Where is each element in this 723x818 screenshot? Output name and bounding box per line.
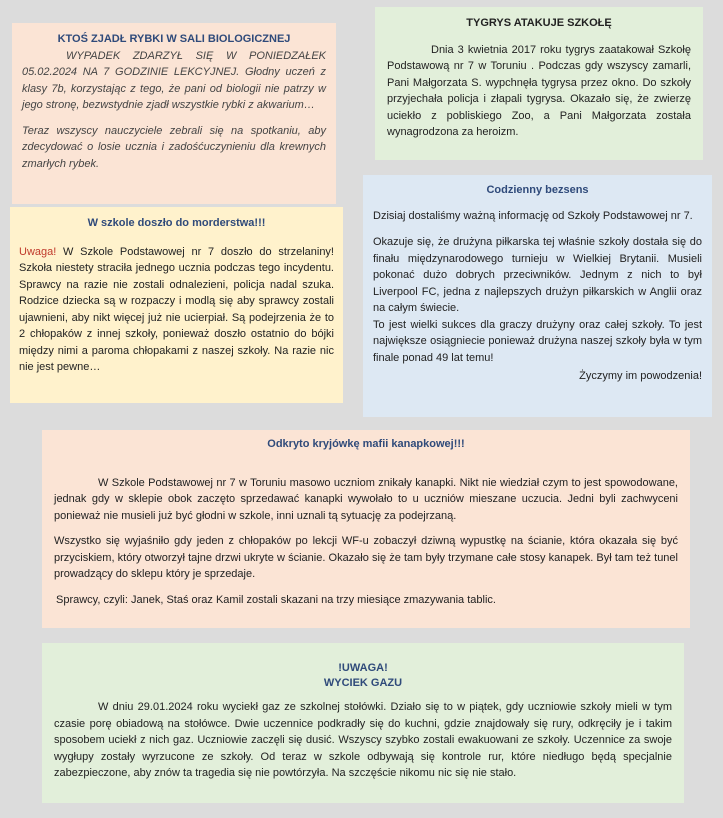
article-tiger-attack-body: Dnia 3 kwietnia 2017 roku tygrys zaatakował Szkołę Podstawową nr 7 w Toruniu . Podczas gdy wszyscy zamarli, Pani Małgorzata S. wypchnęła tygrysa przez okno. Do szkoły przyjechała policja i złapali tygrysa. Okazało się, że zwierzę uciekło z pobliskiego Zoo, a Pani Małgorzata została wynagrodzona za heroizm.	[387, 43, 691, 138]
article-daily-nonsense	[363, 175, 712, 417]
article-daily-nonsense-body: Okazuje się, że drużyna piłkarska tej właśnie szkoły dostała się do finału międzynarodowego turnieju w Wielkiej Brytanii. Musieli pokonać dużo dobrych przeciwników. Jednym z nich to był Liverpool FC, jedna z najlepszych drużyn piłkarskich w Anglii oraz na całym świecie.	[373, 236, 702, 314]
article-murder-body	[19, 244, 334, 376]
article-murder	[10, 207, 343, 403]
article-fish-eaten-title: KTOŚ ZJADŁ RYBKI W SALI BIOLOGICZNEJ	[57, 33, 291, 45]
article-daily-nonsense-intro: Dzisiaj dostaliśmy ważną informację od Szkoły Podstawowej nr 7.	[373, 209, 693, 222]
article-gas-leak-title	[54, 661, 672, 691]
article-sandwich-mafia	[42, 430, 690, 628]
article-sandwich-mafia-title: Odkryto kryjówkę mafii kanapkowej!!!	[267, 438, 465, 450]
alert-label: Uwaga!	[19, 245, 57, 258]
article-daily-nonsense-success: To jest wielki sukces dla graczy drużyny oraz całej szkoły. To jest największe osiągniecie ponieważ drużyna naszej szkoły była w tym finale ponad 49 lat temu!	[373, 318, 702, 364]
article-fish-eaten-body: WYPADEK ZDARZYŁ SIĘ W PONIEDZAŁEK 05.02.2024 NA 7 GODZINIE LEKCYJNEJ. Głodny uczeń z klasy 7b, korzystając z tego, że pani od biologii nie patrzy w jego stronę, bezwstydnie zjadł wszystkie rybki z akwarium…	[22, 49, 326, 111]
article-daily-nonsense-wish: Życzymy im powodzenia!	[579, 370, 702, 382]
article-sandwich-mafia-verdict: Sprawcy, czyli: Janek, Staś oraz Kamil zostali skazani na trzy miesiące zmazywania tablic.	[56, 593, 496, 606]
article-tiger-attack-title: TYGRYS ATAKUJE SZKOŁĘ	[466, 17, 612, 29]
article-tiger-attack	[375, 7, 703, 160]
article-gas-leak-title-line2: WYCIEK GAZU	[323, 677, 403, 689]
article-sandwich-mafia-discovery: Wszystko się wyjaśniło gdy jeden z chłopaków po lekcji WF-u zobaczył dziwną wypustkę na ścianie, która okazała się być przyciskiem, który otworzył tajne drzwi ukryte w ścianie. Okazało się że tam były trzymane całe stosy kanapek. Był tam też tunel prowadzący do sklepu który je sprzedaje.	[54, 535, 678, 580]
article-murder-text: W Szkole Podstawowej nr 7 doszło do strzelaniny! Szkoła niestety straciła jednego ucznia podczas tego incydentu. Sprawcy na razie nie zostali odnalezieni, policja nadal szuka. Rodzice dziecka są w rozpaczy i modlą się aby sprawcy zostali ujawnieni, aby nikt więcej już nie ucierpiał. Są podejrzenia że to 2 chłopaków z innej szkoły, ponieważ doszło ostatnio do bójki między nimi a paroma chłopakami z naszej szkoły. Na razie nic nie jest pewne…	[19, 245, 334, 373]
article-gas-leak-body: W dniu 29.01.2024 roku wyciekł gaz ze szkolnej stołówki. Działo się to w piątek, gdy uczniowie szkoły mieli w tym czasie porę obiadową na stołówce. Dwie uczennice podkradły się do kuchni, gdzie znajdowały się rury, odkręciły je i takim sposobem uciekł z nich gaz. Uczniowie zaczęli się dusić. Wszyscy szybko zostali ewakuowani ze szkoły. Uczennice za swoje wygłupy zostały wyrzucone ze szkoły. Od teraz w szkole odbywają się kontrole rur, które niedługo będą specjalnie zabezpieczone, aby znów ta tragedia się nie powtórzyła. Na szczęście nikomu nic się nie stało.	[54, 701, 672, 779]
article-daily-nonsense-title: Codzienny bezsens	[486, 184, 589, 196]
article-murder-title: W szkole doszło do morderstwa!!!	[87, 217, 266, 229]
article-gas-leak-title-line1: !UWAGA!	[338, 662, 388, 674]
article-fish-eaten	[12, 23, 336, 204]
article-gas-leak	[42, 643, 684, 803]
article-sandwich-mafia-body: W Szkole Podstawowej nr 7 w Toruniu masowo uczniom znikały kanapki. Nikt nie wiedział czym to jest spowodowane, jednak gdy w sklepie obok zaczęto sprzedawać kanapki wywołało to u uczniów mieszane uczucia. Jedni byli zachwyceni ponieważ nie musieli już być głodni w szkole, inni uznali tą sytuację za podejrzaną.	[54, 476, 678, 522]
article-fish-eaten-followup: Teraz wszyscy nauczyciele zebrali się na spotkaniu, aby zdecydować o losie ucznia i zadośćuczynieniu dla krewnych zmarłych rybek.	[22, 124, 326, 170]
